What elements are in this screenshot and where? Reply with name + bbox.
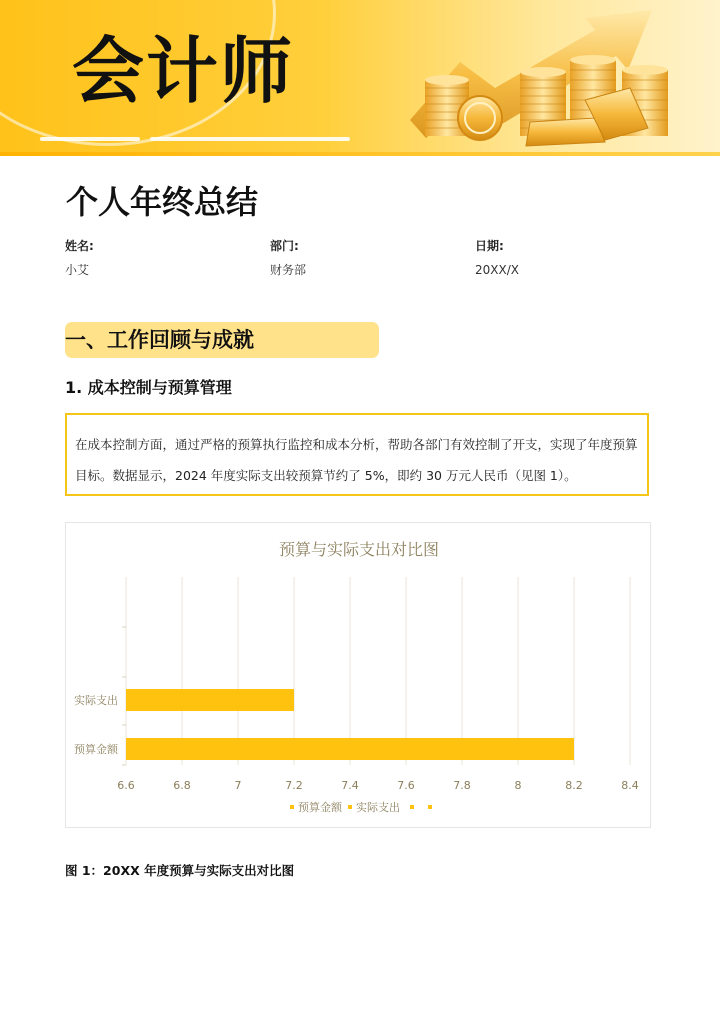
section-heading-text: 一、工作回顾与成就 (65, 328, 254, 352)
meta-label: 日期: (475, 239, 504, 253)
x-tick-label: 6.8 (173, 779, 191, 792)
bar-chart (66, 523, 652, 829)
legend-marker (290, 805, 294, 809)
x-tick-label: 8.2 (565, 779, 583, 792)
figure-caption: 图 1：20XX 年度预算与实际支出对比图 (65, 863, 295, 878)
x-tick-label: 7 (234, 779, 242, 792)
x-tick-label: 7.8 (453, 779, 471, 792)
x-tick-label: 8.4 (621, 779, 639, 792)
y-category-label: 实际支出 (74, 694, 118, 707)
x-tick-label: 7.4 (341, 779, 359, 792)
gold-coins-illustration (390, 0, 720, 156)
meta-date (475, 238, 519, 278)
banner-divider-long (150, 137, 350, 141)
meta-label: 部门: (270, 239, 299, 253)
chart-container (65, 522, 651, 828)
banner-divider-short (40, 137, 140, 141)
document-title: 个人年终总结 (66, 183, 259, 221)
banner-title: 会计师 (72, 29, 295, 113)
x-tick-label: 6.6 (117, 779, 135, 792)
section-heading (65, 322, 379, 358)
banner-bottom-stripe (0, 152, 720, 156)
header-banner (0, 0, 720, 156)
legend-label: 预算金额 (298, 801, 342, 814)
legend-marker (348, 805, 352, 809)
meta-value: 小艾 (65, 263, 90, 277)
x-tick-label: 7.6 (397, 779, 415, 792)
paragraph-box: 在成本控制方面，通过严格的预算执行监控和成本分析，帮助各部门有效控制了开支，实现了年度预算目标。数据显示，2024 年度实际支出较预算节约了 5%，即约 30 万元人民币（见图 1）。 (65, 413, 649, 496)
legend-marker (410, 805, 414, 809)
bar-1 (126, 689, 294, 711)
legend-label: 实际支出 (356, 801, 400, 814)
meta-department (270, 238, 306, 278)
x-tick-label: 8 (514, 779, 522, 792)
meta-value: 20XX/X (475, 263, 519, 277)
sub-heading: 1. 成本控制与预算管理 (65, 378, 232, 397)
meta-name (65, 238, 94, 278)
legend-marker (428, 805, 432, 809)
meta-value: 财务部 (270, 263, 307, 277)
chart-title: 预算与实际支出对比图 (278, 540, 440, 559)
y-category-label: 预算金额 (74, 743, 118, 756)
x-tick-label: 7.2 (285, 779, 303, 792)
bar-0 (126, 738, 574, 760)
meta-label: 姓名: (65, 239, 94, 253)
